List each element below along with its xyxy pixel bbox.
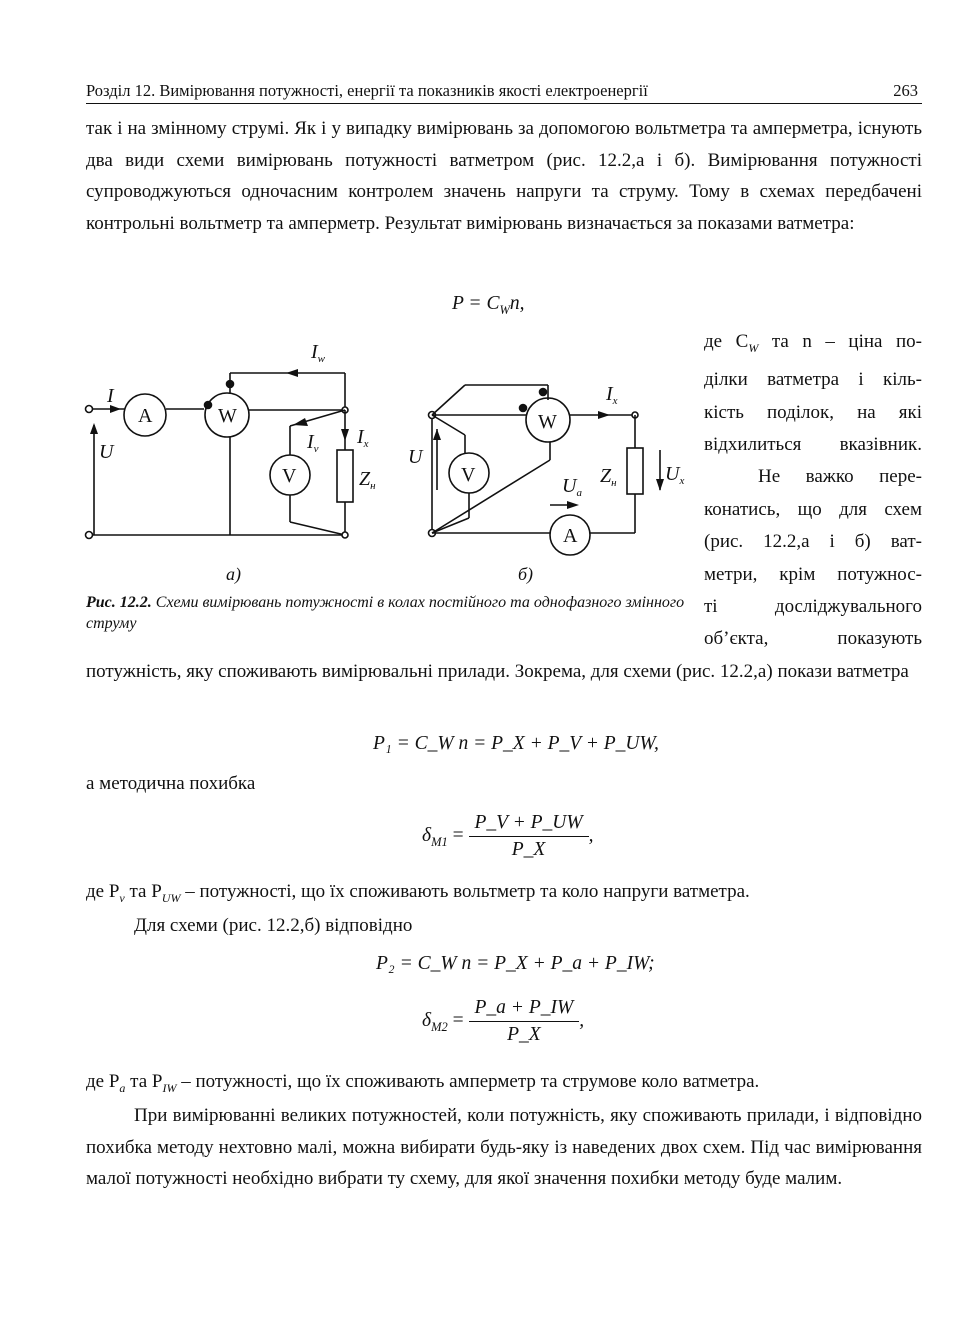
side-line: Не важко пере- — [758, 466, 922, 488]
label-a-Ix: $I_x$ — [357, 426, 369, 450]
caption-label: Рис. 12.2. — [86, 594, 152, 611]
side-line: де $C_W$ та n – ціна по- — [704, 331, 923, 355]
label-a-Iw: $I_w$ — [311, 341, 326, 365]
paragraph-method-error: а методична похибка — [86, 773, 256, 794]
label-b-Z: $Z_н$ — [600, 465, 617, 489]
header-title: Розділ 12. Вимірювання потужності, енергії та показників якості електроенергії — [86, 81, 648, 100]
formula-p2: P₂ = C_W n = P_X + P_a + P_IW; — [376, 953, 655, 974]
side-line: ділки ватметра і кіль- — [704, 369, 922, 391]
side-line: відхилиться вказівник. — [704, 434, 922, 456]
formula-delta-m2: $\delta_{M2}$ = $\frac{P\_a + P\_IW}{P\_X}$ , — [422, 997, 585, 1045]
label-a-Iv: $I_v$ — [307, 431, 319, 455]
side-line: ті досліджувального — [704, 596, 922, 618]
paragraph-conclusion: При вимірюванні великих потужностей, коли потужність, яку споживають прилади, і відповідно похибка методу нехтовно малі, можна вибирати будь-яку із наведених двох схем. Під час вимірювання малої потужності необхідно вибрати ту схему, для якої значення похибки методу буде малим. — [86, 1105, 922, 1189]
label-b-Ua: $U_a$ — [562, 475, 582, 499]
label-b-Ix: $I_x$ — [606, 383, 618, 407]
paragraph-where-1: де $P_v$ та $P_{UW}$ – потужності, що їх споживають вольтметр та коло напруги ватметра. — [86, 881, 750, 905]
side-line: кість поділок, на які — [704, 401, 922, 423]
paragraph-where-2: де $P_a$ та $P_{IW}$ – потужності, що їх споживають амперметр та струмове коло ватметра. — [86, 1071, 760, 1095]
paragraph-instrument-power: потужність, яку споживають вимірювальні прилади. Зокрема, для схеми (рис. 12.2,а) покази ватметра — [86, 661, 909, 682]
circuit-figure — [80, 330, 700, 590]
side-line: (рис. 12.2,а і б) ват- — [704, 531, 922, 553]
label-a-I: I — [107, 385, 114, 407]
load-a — [337, 450, 353, 502]
ammeter-b-label: A — [563, 525, 578, 547]
label-b-U: U — [408, 446, 423, 468]
formula-delta-m1: $\delta_{M1}$ = $\frac{P\_V + P\_UW}{P\_X}$ , — [422, 812, 594, 860]
page-number: 263 — [893, 81, 918, 100]
header-rule — [86, 103, 922, 104]
voltmeter-b-label: V — [461, 464, 476, 486]
caption-text: Схеми вимірювань потужності в колах постійного та однофазного змінного струму — [86, 594, 685, 632]
label-a-U: U — [99, 441, 114, 463]
label-b-Ux: $U_x$ — [665, 463, 685, 487]
figure-caption — [86, 592, 691, 634]
paragraph-intro: так і на змінному струмі. Як і у випадку вимірювань за допомогою вольтметра та амперметра, існують два види схеми вимірювань потужності ватметром (рис. 12.2,а і б). Вимірювання потужності супроводжуються одночасним контролем значень напруги та струму. Тому в схемах передбачені контрольні вольтметр та амперметр. Результат вимірювань визначається за показами ватметра: — [86, 118, 922, 234]
formula-p1: P₁ = C_W n = P_X + P_V + P_UW, — [373, 733, 659, 754]
label-a-Z: $Z_н$ — [359, 468, 376, 492]
wattmeter-a-label: W — [218, 405, 237, 427]
paragraph-scheme-b: Для схеми (рис. 12.2,б) відповідно — [134, 915, 413, 936]
side-line: метри, крім потужнос- — [704, 563, 922, 585]
side-line: об’єкта, показують — [704, 628, 922, 650]
figure-label-b: б) — [518, 564, 534, 584]
figure-label-a: а) — [226, 564, 241, 584]
side-text — [704, 326, 922, 656]
load-b — [627, 448, 643, 494]
side-line: конатись, що для схем — [704, 498, 922, 520]
formula-power: $P = C_Wn$, — [452, 293, 525, 317]
wattmeter-b-label: W — [538, 411, 557, 433]
voltmeter-a-label: V — [282, 465, 297, 487]
ammeter-a-label: A — [138, 405, 153, 427]
